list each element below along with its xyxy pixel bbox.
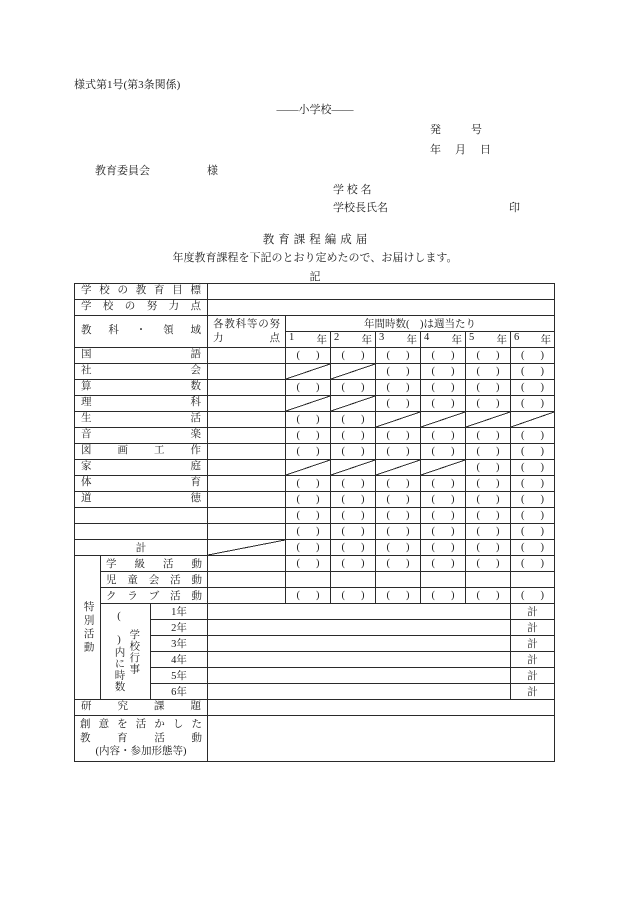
subject-name-cell bbox=[75, 380, 208, 396]
class-activity-label: 学級活動 bbox=[101, 556, 208, 572]
subject-hours-cell-year-3[interactable] bbox=[376, 444, 421, 460]
subject-hours-cell-year-6[interactable] bbox=[511, 444, 555, 460]
total-year-6[interactable] bbox=[511, 540, 555, 556]
total-year-5[interactable] bbox=[466, 540, 511, 556]
subject-hours-cell-year-2 bbox=[331, 396, 376, 412]
subject-hours-cell-year-5[interactable] bbox=[466, 364, 511, 380]
grade-events-value-6[interactable] bbox=[208, 684, 511, 700]
subject-hours-cell-year-2 bbox=[331, 460, 376, 476]
grade-label-2: 2年 bbox=[151, 620, 208, 636]
school-events-label: 学校行事 ( )内に時数 bbox=[101, 604, 151, 700]
table-row bbox=[75, 396, 555, 412]
subject-hours-cell-year-4 bbox=[421, 412, 466, 428]
date-year-label: 年 bbox=[430, 144, 441, 156]
year-column-header-6: 6 年 bbox=[511, 332, 555, 348]
subject-hours-cell-year-2[interactable] bbox=[331, 476, 376, 492]
subject-hours-cell-year-6[interactable] bbox=[511, 476, 555, 492]
table-header-row-1 bbox=[75, 316, 555, 332]
subject-hours-cell-year-4[interactable] bbox=[421, 508, 466, 524]
class-activity-year-1[interactable] bbox=[286, 556, 331, 572]
total-year-3[interactable] bbox=[376, 540, 421, 556]
subject-hours-cell-year-3[interactable] bbox=[376, 492, 421, 508]
subject-name-cell bbox=[75, 460, 208, 476]
subject-hours-cell-year-5[interactable] bbox=[466, 460, 511, 476]
subject-name-label: 国語 bbox=[81, 349, 202, 361]
student-council-effort[interactable] bbox=[208, 572, 286, 588]
subject-hours-cell-year-3[interactable] bbox=[376, 364, 421, 380]
subject-hours-cell-year-1 bbox=[286, 460, 331, 476]
subject-hours-cell-year-5[interactable] bbox=[466, 524, 511, 540]
class-activity-year-2[interactable] bbox=[331, 556, 376, 572]
subject-hours-cell-year-6 bbox=[511, 412, 555, 428]
subject-hours-cell-year-3 bbox=[376, 460, 421, 476]
creative-activity-label: 創意を活かした 教育活動 (内容・参加形態等) bbox=[75, 716, 208, 762]
subject-hours-cell-year-5[interactable] bbox=[466, 428, 511, 444]
subject-hours-cell-year-4[interactable] bbox=[421, 348, 466, 364]
form-number: 様式第1号(第3条関係) bbox=[74, 79, 181, 91]
subject-name-label: 算数 bbox=[81, 381, 202, 393]
table-row bbox=[75, 380, 555, 396]
grade-label-4: 4年 bbox=[151, 652, 208, 668]
subject-hours-cell-year-1[interactable] bbox=[286, 348, 331, 364]
subject-hours-cell-year-2[interactable] bbox=[331, 348, 376, 364]
addressee: 教育委員会 bbox=[95, 165, 150, 177]
club-activity-year-1[interactable] bbox=[286, 588, 331, 604]
annual-hours-header: 年間時数( )は週当たり bbox=[286, 316, 555, 332]
issue-number-suffix: 号 bbox=[471, 124, 482, 136]
subject-name-cell bbox=[75, 364, 208, 380]
subject-rows-body bbox=[75, 348, 555, 540]
subject-hours-cell-year-1[interactable] bbox=[286, 524, 331, 540]
grade-events-value-5[interactable] bbox=[208, 668, 511, 684]
table-row bbox=[75, 524, 555, 540]
subject-hours-cell-year-5[interactable] bbox=[466, 492, 511, 508]
subject-effort-cell[interactable] bbox=[208, 428, 286, 444]
issue-date-line bbox=[430, 141, 491, 157]
subject-hours-cell-year-1[interactable] bbox=[286, 508, 331, 524]
subject-name-label: 理科 bbox=[81, 397, 202, 409]
subject-hours-cell-year-3[interactable] bbox=[376, 396, 421, 412]
subject-hours-cell-year-2[interactable] bbox=[331, 428, 376, 444]
total-year-2[interactable] bbox=[331, 540, 376, 556]
school-goal-value[interactable] bbox=[208, 284, 555, 300]
student-council-year-1[interactable] bbox=[286, 572, 331, 588]
student-council-year-3[interactable] bbox=[376, 572, 421, 588]
curriculum-table bbox=[74, 283, 555, 762]
subject-effort-cell[interactable] bbox=[208, 476, 286, 492]
grade-total-3: 計 bbox=[511, 636, 555, 652]
total-year-1[interactable] bbox=[286, 540, 331, 556]
subject-hours-cell-year-5[interactable] bbox=[466, 444, 511, 460]
total-effort-cell bbox=[208, 540, 286, 556]
table-row bbox=[75, 364, 555, 380]
grade-events-value-4[interactable] bbox=[208, 652, 511, 668]
student-council-label: 児童会活動 bbox=[101, 572, 208, 588]
subject-hours-cell-year-3[interactable] bbox=[376, 524, 421, 540]
subject-effort-cell[interactable] bbox=[208, 444, 286, 460]
subject-hours-cell-year-2[interactable] bbox=[331, 524, 376, 540]
subject-hours-cell-year-1[interactable] bbox=[286, 476, 331, 492]
subject-hours-cell-year-3[interactable] bbox=[376, 380, 421, 396]
subject-hours-cell-year-3[interactable] bbox=[376, 428, 421, 444]
subject-name-cell bbox=[75, 508, 208, 524]
subject-hours-cell-year-5[interactable] bbox=[466, 348, 511, 364]
subject-effort-cell[interactable] bbox=[208, 412, 286, 428]
subject-hours-cell-year-2[interactable] bbox=[331, 412, 376, 428]
subject-hours-cell-year-5[interactable] bbox=[466, 476, 511, 492]
subject-effort-cell[interactable] bbox=[208, 524, 286, 540]
table-row-school-goal bbox=[75, 284, 555, 300]
subject-effort-cell[interactable] bbox=[208, 508, 286, 524]
table-row-student-council bbox=[75, 572, 555, 588]
subject-name-label: 音楽 bbox=[81, 429, 202, 441]
table-row bbox=[75, 476, 555, 492]
seal-label: 印 bbox=[509, 202, 520, 214]
total-label: 計 bbox=[75, 540, 208, 556]
curriculum-table-wrapper bbox=[74, 283, 554, 762]
issue-number-label: 発 bbox=[430, 124, 441, 136]
subject-hours-cell-year-1 bbox=[286, 396, 331, 412]
subject-name-cell bbox=[75, 412, 208, 428]
subject-hours-cell-year-6[interactable] bbox=[511, 380, 555, 396]
subject-name-cell bbox=[75, 428, 208, 444]
school-kind-label: ――小学校―― bbox=[276, 104, 354, 116]
table-row bbox=[75, 348, 555, 364]
subject-name-cell bbox=[75, 348, 208, 364]
subject-hours-cell-year-4 bbox=[421, 460, 466, 476]
grade-label-6: 6年 bbox=[151, 684, 208, 700]
principal-name-label: 学校長氏名 bbox=[333, 202, 388, 214]
table-row bbox=[75, 412, 555, 428]
subject-hours-cell-year-2[interactable] bbox=[331, 444, 376, 460]
subject-name-label: 図画工作 bbox=[81, 445, 202, 457]
school-name-label: 学 校 名 bbox=[333, 184, 372, 196]
subject-name-label: 社会 bbox=[81, 365, 202, 377]
subject-hours-cell-year-2[interactable] bbox=[331, 380, 376, 396]
subject-hours-cell-year-1[interactable] bbox=[286, 412, 331, 428]
class-activity-year-6[interactable] bbox=[511, 556, 555, 572]
subject-hours-cell-year-1[interactable] bbox=[286, 492, 331, 508]
grade-events-value-1[interactable] bbox=[208, 604, 511, 620]
subject-hours-cell-year-6[interactable] bbox=[511, 348, 555, 364]
table-row-total bbox=[75, 540, 555, 556]
subject-effort-cell[interactable] bbox=[208, 460, 286, 476]
subject-hours-cell-year-5[interactable] bbox=[466, 508, 511, 524]
subject-name-cell bbox=[75, 476, 208, 492]
subject-name-label: 家庭 bbox=[81, 461, 202, 473]
table-row-research bbox=[75, 700, 555, 716]
issue-number-line bbox=[430, 121, 482, 137]
club-activity-year-6[interactable] bbox=[511, 588, 555, 604]
subject-name-label: 体育 bbox=[81, 477, 202, 489]
subject-name-cell bbox=[75, 524, 208, 540]
grade-events-value-2[interactable] bbox=[208, 620, 511, 636]
year-column-header-4: 4 年 bbox=[421, 332, 466, 348]
grade-total-4: 計 bbox=[511, 652, 555, 668]
subject-hours-cell-year-3[interactable] bbox=[376, 348, 421, 364]
subject-hours-cell-year-4[interactable] bbox=[421, 396, 466, 412]
table-row bbox=[75, 508, 555, 524]
grade-label-5: 5年 bbox=[151, 668, 208, 684]
subject-effort-cell[interactable] bbox=[208, 492, 286, 508]
effort-points-header: 各教科等の努力点 bbox=[208, 316, 286, 348]
subject-hours-cell-year-2[interactable] bbox=[331, 492, 376, 508]
subject-hours-cell-year-4[interactable] bbox=[421, 380, 466, 396]
subject-hours-cell-year-6[interactable] bbox=[511, 428, 555, 444]
club-activity-year-3[interactable] bbox=[376, 588, 421, 604]
club-activity-year-4[interactable] bbox=[421, 588, 466, 604]
subject-hours-cell-year-1[interactable] bbox=[286, 428, 331, 444]
table-row-class-activity bbox=[75, 556, 555, 572]
subject-hours-cell-year-1[interactable] bbox=[286, 380, 331, 396]
class-activity-effort[interactable] bbox=[208, 556, 286, 572]
creative-activity-value[interactable] bbox=[208, 716, 555, 762]
table-row bbox=[75, 444, 555, 460]
grade-label-1: 1年 bbox=[151, 604, 208, 620]
grade-label-3: 3年 bbox=[151, 636, 208, 652]
subject-hours-cell-year-4[interactable] bbox=[421, 492, 466, 508]
club-activity-year-5[interactable] bbox=[466, 588, 511, 604]
subject-hours-cell-year-3[interactable] bbox=[376, 476, 421, 492]
subject-hours-cell-year-5[interactable] bbox=[466, 380, 511, 396]
year-column-header-5: 5 年 bbox=[466, 332, 511, 348]
subject-hours-cell-year-4[interactable] bbox=[421, 476, 466, 492]
subject-name-cell bbox=[75, 396, 208, 412]
school-effort-value[interactable] bbox=[208, 300, 555, 316]
subject-hours-cell-year-4[interactable] bbox=[421, 428, 466, 444]
subject-hours-cell-year-2[interactable] bbox=[331, 508, 376, 524]
document-subtitle: 年度教育課程を下記のとおり定めたので、お届けします。 bbox=[172, 252, 458, 264]
table-row-school-effort bbox=[75, 300, 555, 316]
research-topic-value[interactable] bbox=[208, 700, 555, 716]
year-column-header-1: 1 年 bbox=[286, 332, 331, 348]
club-activity-label: クラブ活動 bbox=[101, 588, 208, 604]
total-year-4[interactable] bbox=[421, 540, 466, 556]
subject-hours-cell-year-5 bbox=[466, 412, 511, 428]
subject-hours-cell-year-3[interactable] bbox=[376, 508, 421, 524]
subject-effort-cell[interactable] bbox=[208, 396, 286, 412]
student-council-year-4[interactable] bbox=[421, 572, 466, 588]
school-effort-label: 学校の努力点 bbox=[75, 300, 208, 316]
subject-area-header: 教科・領域 bbox=[75, 316, 208, 348]
year-column-header-3: 3 年 bbox=[376, 332, 421, 348]
table-row-grade-1 bbox=[75, 604, 555, 620]
grade-total-5: 計 bbox=[511, 668, 555, 684]
subject-hours-cell-year-4[interactable] bbox=[421, 364, 466, 380]
subject-hours-cell-year-6[interactable] bbox=[511, 364, 555, 380]
grade-total-2: 計 bbox=[511, 620, 555, 636]
subject-hours-cell-year-6[interactable] bbox=[511, 508, 555, 524]
subject-effort-cell[interactable] bbox=[208, 348, 286, 364]
subject-name-label: 道徳 bbox=[81, 493, 202, 505]
subject-hours-cell-year-2 bbox=[331, 364, 376, 380]
subject-hours-cell-year-6[interactable] bbox=[511, 460, 555, 476]
subject-hours-cell-year-4[interactable] bbox=[421, 444, 466, 460]
student-council-year-2[interactable] bbox=[331, 572, 376, 588]
table-row bbox=[75, 428, 555, 444]
subject-hours-cell-year-5[interactable] bbox=[466, 396, 511, 412]
year-column-header-2: 2 年 bbox=[331, 332, 376, 348]
grade-total-1: 計 bbox=[511, 604, 555, 620]
club-activity-year-2[interactable] bbox=[331, 588, 376, 604]
grade-events-value-3[interactable] bbox=[208, 636, 511, 652]
school-goal-label: 学校の教育目標 bbox=[75, 284, 208, 300]
table-row bbox=[75, 460, 555, 476]
addressee-honorific: 様 bbox=[207, 165, 218, 177]
subject-hours-cell-year-6[interactable] bbox=[511, 396, 555, 412]
subject-name-cell bbox=[75, 492, 208, 508]
research-topic-label: 研究課題 bbox=[75, 700, 208, 716]
subject-hours-cell-year-4[interactable] bbox=[421, 524, 466, 540]
subject-hours-cell-year-1 bbox=[286, 364, 331, 380]
subject-hours-cell-year-6[interactable] bbox=[511, 492, 555, 508]
subject-effort-cell[interactable] bbox=[208, 364, 286, 380]
table-row bbox=[75, 492, 555, 508]
club-activity-effort[interactable] bbox=[208, 588, 286, 604]
table-row-creative-activity bbox=[75, 716, 555, 762]
special-activities-label: 特別活動 bbox=[75, 556, 101, 700]
date-month-label: 月 bbox=[455, 144, 466, 156]
date-day-label: 日 bbox=[480, 144, 491, 156]
class-activity-year-3[interactable] bbox=[376, 556, 421, 572]
class-activity-year-5[interactable] bbox=[466, 556, 511, 572]
subject-hours-cell-year-6[interactable] bbox=[511, 524, 555, 540]
class-activity-year-4[interactable] bbox=[421, 556, 466, 572]
subject-name-label: 生活 bbox=[81, 413, 202, 425]
subject-hours-cell-year-1[interactable] bbox=[286, 444, 331, 460]
grade-total-6: 計 bbox=[511, 684, 555, 700]
subject-effort-cell[interactable] bbox=[208, 380, 286, 396]
student-council-year-6[interactable] bbox=[511, 572, 555, 588]
subject-hours-cell-year-3 bbox=[376, 412, 421, 428]
page-title: 教育課程編成届 bbox=[262, 234, 372, 246]
student-council-year-5[interactable] bbox=[466, 572, 511, 588]
ki-marker: 記 bbox=[309, 271, 321, 283]
subject-name-cell bbox=[75, 444, 208, 460]
